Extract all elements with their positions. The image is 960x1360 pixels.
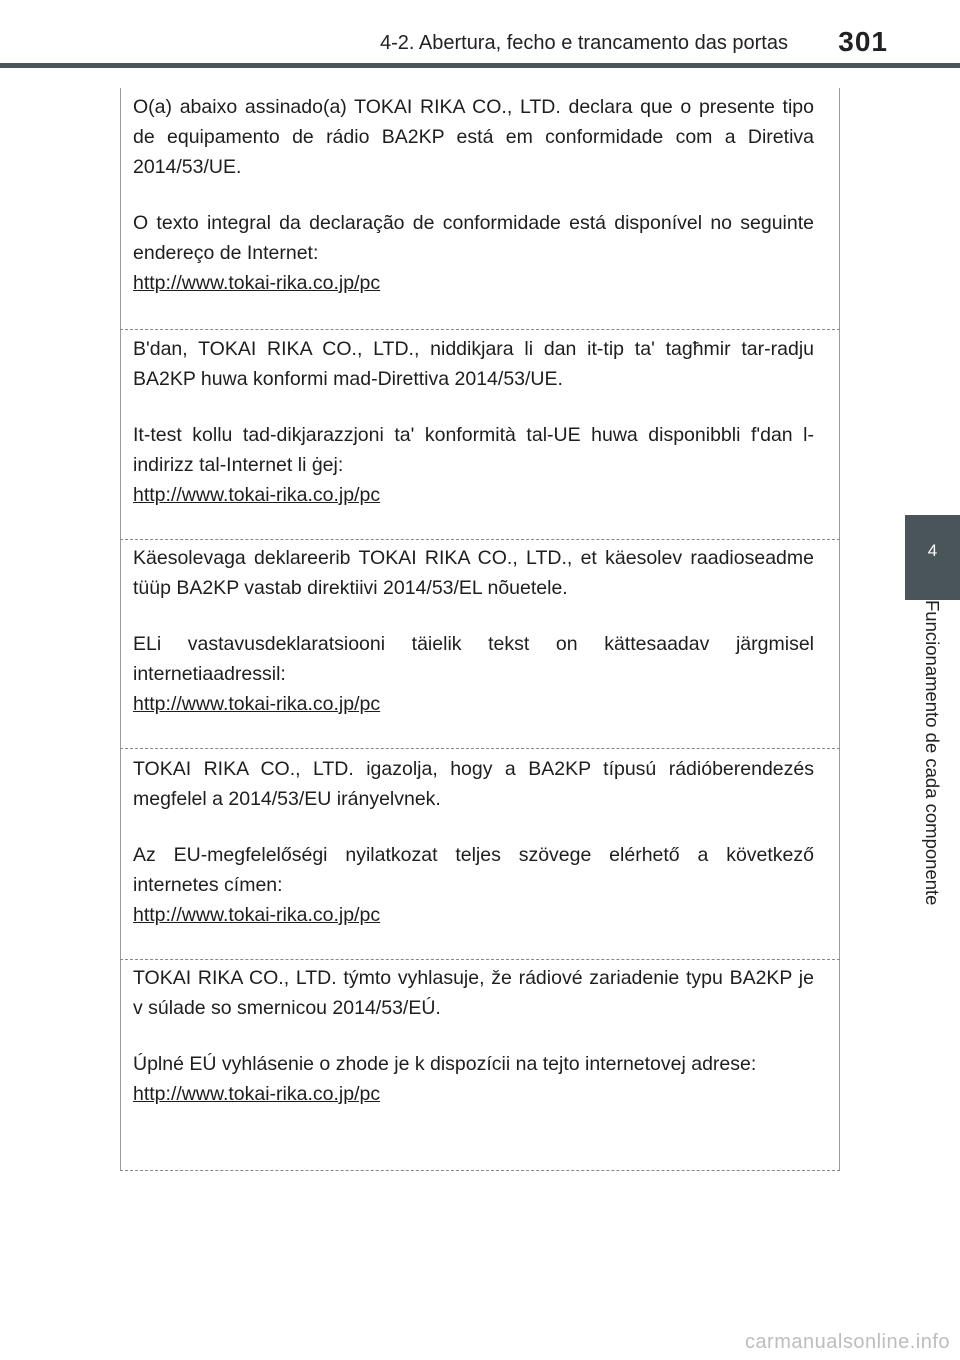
header-rule xyxy=(0,63,960,68)
declaration-statement: TOKAI RIKA CO., LTD. igazolja, hogy a BA2KP típusú rádióberendezés megfelel a 2014/53/EU irányelvnek. xyxy=(133,758,814,810)
page-number: 301 xyxy=(838,26,888,57)
declaration-estonian xyxy=(120,543,840,749)
watermark-text: carmanualsonline.info xyxy=(744,1331,950,1353)
declaration-maltese xyxy=(120,334,840,540)
declaration-statement: Käesolevaga deklareerib TOKAI RIKA CO., LTD., et käesolev raadioseadme tüüp BA2KP vastab direktiivi 2014/53/EL nõuetele. xyxy=(133,547,814,599)
declaration-link[interactable]: http://www.tokai-rika.co.jp/pc xyxy=(133,484,381,506)
declaration-link[interactable]: http://www.tokai-rika.co.jp/pc xyxy=(133,1083,381,1105)
declaration-link[interactable]: http://www.tokai-rika.co.jp/pc xyxy=(133,904,381,926)
declaration-availability: ELi vastavusdeklaratsiooni täielik tekst on kättesaadav järgmisel internetiaadressil: xyxy=(133,633,814,685)
chapter-label: Funcionamento de cada componente xyxy=(922,600,943,906)
declaration-availability: O texto integral da declaração de conformidade está disponível no seguinte endereço de Internet: xyxy=(133,212,814,264)
declaration-statement: B'dan, TOKAI RIKA CO., LTD., niddikjara li dan it-tip ta' tagħmir tar-radju BA2KP huwa konformi mad-Direttiva 2014/53/UE. xyxy=(133,338,814,390)
declaration-portuguese xyxy=(120,92,840,330)
declaration-statement: O(a) abaixo assinado(a) TOKAI RIKA CO., LTD. declara que o presente tipo de equipamento de rádio BA2KP está em conformidade com a Diretiva 2014/53/UE. xyxy=(133,96,814,178)
declaration-link[interactable]: http://www.tokai-rika.co.jp/pc xyxy=(133,272,381,294)
declaration-availability: It-test kollu tad-dikjarazzjoni ta' konformità tal-UE huwa disponibbli f'dan l-indirizz tal-Internet li ġej: xyxy=(133,424,814,476)
declaration-availability: Az EU-megfelelőségi nyilatkozat teljes szövege elérhető a következő internetes címen: xyxy=(133,844,814,896)
chapter-number: 4 xyxy=(927,541,938,560)
chapter-tab[interactable] xyxy=(905,515,960,600)
declaration-availability: Úplné EÚ vyhlásenie o zhode je k dispozícii na tejto internetovej adrese: xyxy=(133,1053,757,1075)
page-header xyxy=(0,0,960,66)
section-title: 4-2. Abertura, fecho e trancamento das portas xyxy=(379,32,788,54)
declaration-hungarian xyxy=(120,754,840,960)
declaration-statement: TOKAI RIKA CO., LTD. týmto vyhlasuje, že rádiové zariadenie typu BA2KP je v súlade so smernicou 2014/53/EÚ. xyxy=(133,967,814,1019)
declaration-slovak xyxy=(120,963,840,1171)
declaration-link[interactable]: http://www.tokai-rika.co.jp/pc xyxy=(133,693,381,715)
